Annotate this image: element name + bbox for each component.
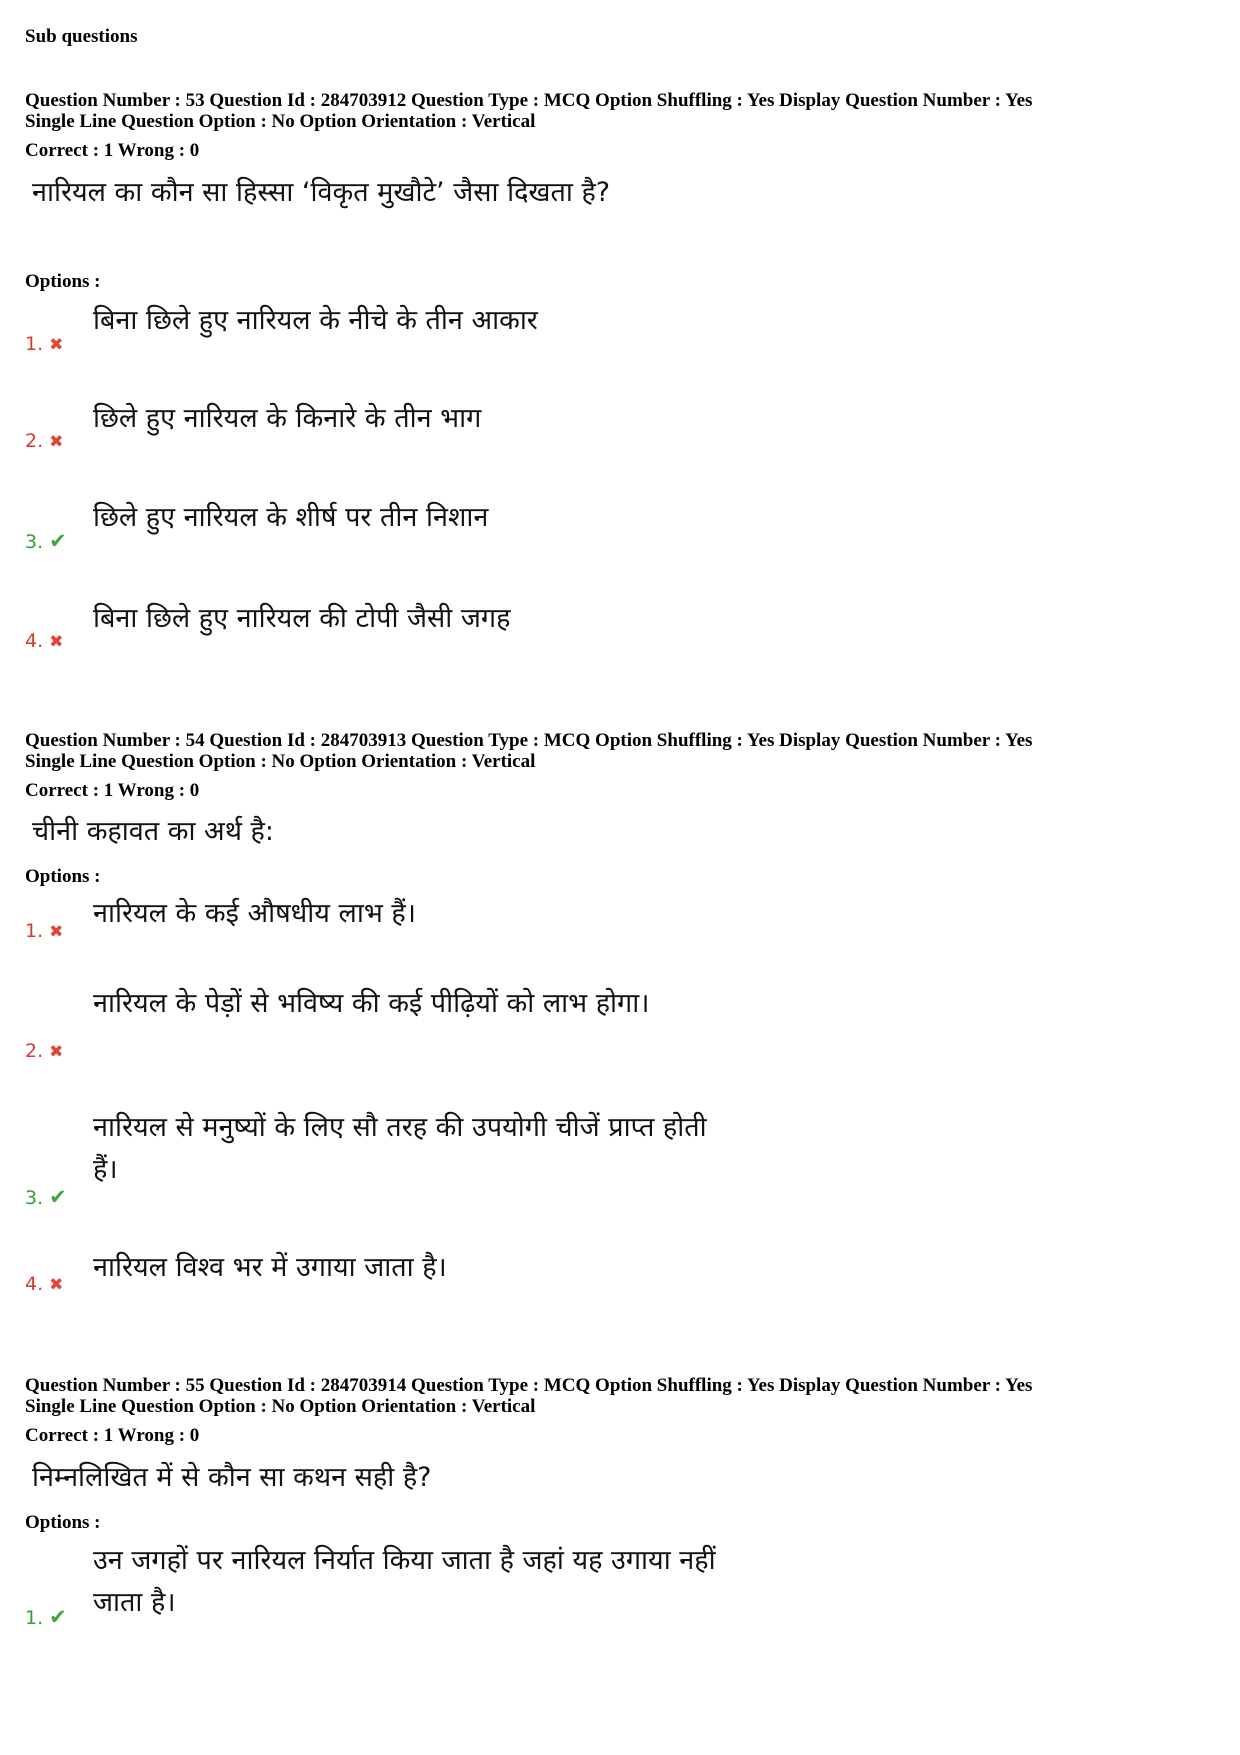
option-text[interactable]: नारियल के कई औषधीय लाभ हैं। xyxy=(93,898,416,929)
question-meta-line2: Single Line Question Option : No Option Orientation : Vertical xyxy=(25,751,536,772)
option-number: 1. ✖ xyxy=(25,920,64,942)
score-line: Correct : 1 Wrong : 0 xyxy=(25,1425,200,1446)
score-line: Correct : 1 Wrong : 0 xyxy=(25,140,200,161)
option-text[interactable]: छिले हुए नारियल के शीर्ष पर तीन निशान xyxy=(93,502,489,533)
question-meta-line2: Single Line Question Option : No Option Orientation : Vertical xyxy=(25,1396,536,1417)
options-label: Options : xyxy=(25,866,101,887)
option-text[interactable]: नारियल से मनुष्यों के लिए सौ तरह की उपयोगी चीजें प्राप्त होती हैं। xyxy=(93,1112,707,1185)
cross-icon: ✖ xyxy=(49,432,64,452)
option-number: 2. ✖ xyxy=(25,1040,64,1062)
option-text[interactable]: छिले हुए नारियल के किनारे के तीन भाग xyxy=(93,403,482,434)
check-icon: ✔ xyxy=(49,1185,67,1209)
option-number: 3. ✔ xyxy=(25,529,67,553)
option-number: 4. ✖ xyxy=(25,1273,64,1295)
options-label: Options : xyxy=(25,271,101,292)
question-text: चीनी कहावत का अर्थ है: xyxy=(32,816,274,847)
option-text[interactable]: उन जगहों पर नारियल निर्यात किया जाता है जहां यह उगाया नहीं जाता है। xyxy=(93,1545,716,1618)
question-meta-line1: Question Number : 55 Question Id : 284703914 Question Type : MCQ Option Shuffling : Yes Display Question Number : Yes xyxy=(25,1375,1033,1396)
cross-icon: ✖ xyxy=(49,1275,64,1295)
option-number: 1. ✖ xyxy=(25,333,64,355)
option-text[interactable]: बिना छिले हुए नारियल के नीचे के तीन आकार xyxy=(93,305,538,336)
question-text: निम्नलिखित में से कौन सा कथन सही है? xyxy=(32,1462,432,1493)
option-text[interactable]: बिना छिले हुए नारियल की टोपी जैसी जगह xyxy=(93,603,511,634)
option-number: 4. ✖ xyxy=(25,630,64,652)
question-meta-line1: Question Number : 54 Question Id : 284703913 Question Type : MCQ Option Shuffling : Yes Display Question Number : Yes xyxy=(25,730,1033,751)
check-icon: ✔ xyxy=(49,1605,67,1629)
cross-icon: ✖ xyxy=(49,632,64,652)
option-number: 2. ✖ xyxy=(25,430,64,452)
question-meta-line1: Question Number : 53 Question Id : 284703912 Question Type : MCQ Option Shuffling : Yes Display Question Number : Yes xyxy=(25,90,1033,111)
option-text[interactable]: नारियल के पेड़ों से भविष्य की कई पीढ़ियों को लाभ होगा। xyxy=(93,988,650,1019)
check-icon: ✔ xyxy=(49,529,67,553)
options-label: Options : xyxy=(25,1512,101,1533)
cross-icon: ✖ xyxy=(49,335,64,355)
cross-icon: ✖ xyxy=(49,1042,64,1062)
question-text: नारियल का कौन सा हिस्सा ‘विकृत मुखौटे’ जैसा दिखता है? xyxy=(32,177,611,208)
option-number: 3. ✔ xyxy=(25,1185,67,1209)
option-text[interactable]: नारियल विश्व भर में उगाया जाता है। xyxy=(93,1252,447,1283)
cross-icon: ✖ xyxy=(49,922,64,942)
score-line: Correct : 1 Wrong : 0 xyxy=(25,780,200,801)
section-title: Sub questions xyxy=(25,26,138,47)
option-number: 1. ✔ xyxy=(25,1605,67,1629)
question-meta-line2: Single Line Question Option : No Option Orientation : Vertical xyxy=(25,111,536,132)
